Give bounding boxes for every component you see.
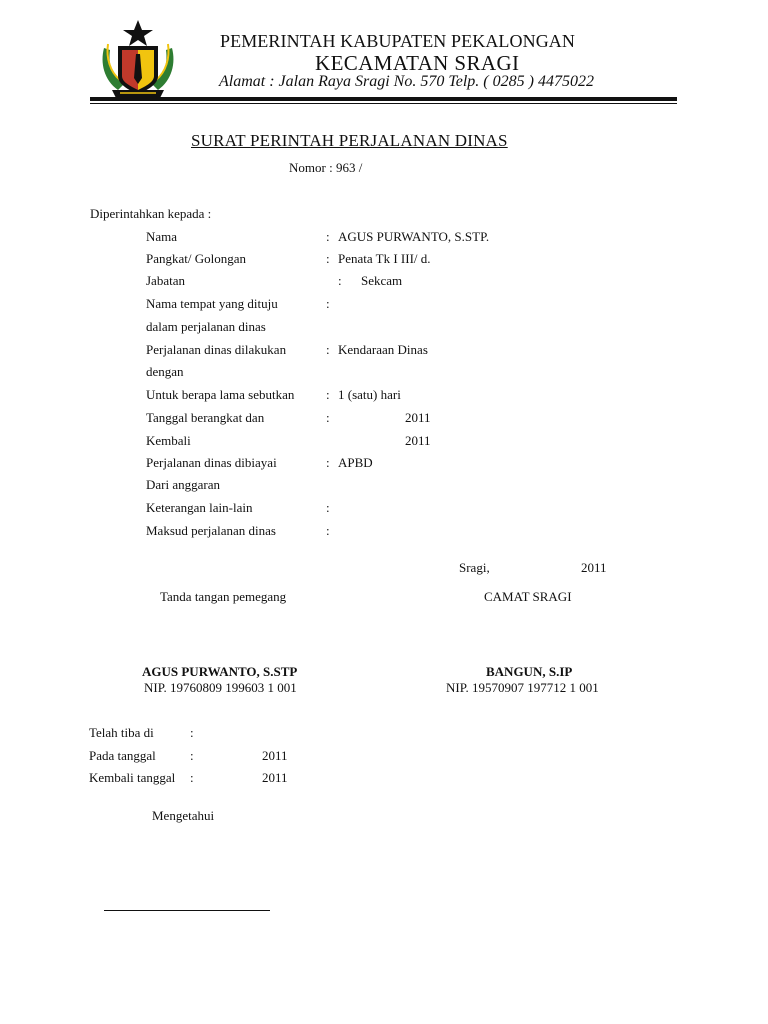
- field-colon: :: [326, 296, 330, 311]
- field-label-tujuan: Nama tempat yang dituju: [146, 296, 278, 311]
- regency-crest-icon: [98, 18, 178, 100]
- field-value-berangkat: 2011: [405, 410, 431, 425]
- official-caption: CAMAT SRAGI: [484, 589, 572, 604]
- signature-year: 2011: [581, 560, 607, 575]
- field-value-kembali: 2011: [405, 433, 431, 448]
- arrival-label: Telah tiba di: [89, 725, 154, 740]
- official-nip: NIP. 19570907 197712 1 001: [446, 680, 599, 695]
- field-value-jabatan: Sekcam: [361, 273, 403, 288]
- signature-place: Sragi,: [459, 560, 490, 575]
- document-number: Nomor : 963 /: [289, 160, 363, 175]
- field-colon: :: [326, 410, 330, 425]
- field-colon: :: [326, 500, 330, 515]
- field-label-pangkat: Pangkat/ Golongan: [146, 251, 247, 266]
- arrival-date-label: Pada tanggal: [89, 748, 156, 763]
- header-government: PEMERINTAH KABUPATEN PEKALONGAN: [220, 31, 576, 51]
- arrival-colon: :: [190, 725, 194, 740]
- field-colon: :: [326, 455, 330, 470]
- field-label-keterangan: Keterangan lain-lain: [146, 500, 253, 515]
- field-label-kembali: Kembali: [146, 433, 191, 448]
- holder-nip: NIP. 19760809 199603 1 001: [144, 680, 297, 695]
- return-colon: :: [190, 770, 194, 785]
- header-district: KECAMATAN SRAGI: [315, 51, 520, 75]
- field-label-kendaraan-cont: dengan: [146, 364, 184, 379]
- field-label-kendaraan: Perjalanan dinas dilakukan: [146, 342, 287, 357]
- signature-line: [104, 910, 270, 911]
- field-label-nama: Nama: [146, 229, 178, 244]
- field-value-lama: 1 (satu) hari: [338, 387, 401, 402]
- field-label-anggaran: Dari anggaran: [146, 477, 220, 492]
- field-colon: :: [326, 229, 330, 244]
- field-label-berangkat: Tanggal berangkat dan: [146, 410, 265, 425]
- header-rule-thin: [90, 103, 677, 104]
- field-label-tujuan-cont: dalam perjalanan dinas: [146, 319, 266, 334]
- field-colon: :: [326, 387, 330, 402]
- document-title: SURAT PERINTAH PERJALANAN DINAS: [191, 131, 508, 150]
- field-colon: :: [326, 523, 330, 538]
- field-value-nama: AGUS PURWANTO, S.STP.: [338, 229, 490, 244]
- field-label-jabatan: Jabatan: [146, 273, 185, 288]
- return-date-label: Kembali tanggal: [89, 770, 176, 785]
- field-colon: :: [338, 273, 342, 288]
- addressed-to: Diperintahkan kepada :: [90, 206, 212, 221]
- holder-caption: Tanda tangan pemegang: [160, 589, 287, 604]
- header-address: Alamat : Jalan Raya Sragi No. 570 Telp. ( 0285 ) 4475022: [219, 73, 594, 90]
- arrival-colon: :: [190, 748, 194, 763]
- field-colon: :: [326, 251, 330, 266]
- field-value-biaya: APBD: [338, 455, 373, 470]
- holder-name: AGUS PURWANTO, S.STP: [142, 664, 298, 679]
- acknowledged-label: Mengetahui: [152, 808, 215, 823]
- field-label-biaya: Perjalanan dinas dibiayai: [146, 455, 277, 470]
- header-rule-thick: [90, 97, 677, 101]
- field-label-lama: Untuk berapa lama sebutkan: [146, 387, 295, 402]
- field-value-kendaraan: Kendaraan Dinas: [338, 342, 428, 357]
- field-label-maksud: Maksud perjalanan dinas: [146, 523, 276, 538]
- return-date-value: 2011: [262, 770, 288, 785]
- official-name: BANGUN, S.IP: [486, 664, 573, 679]
- field-colon: :: [326, 342, 330, 357]
- field-value-pangkat: Penata Tk I III/ d.: [338, 251, 431, 266]
- arrival-date-value: 2011: [262, 748, 288, 763]
